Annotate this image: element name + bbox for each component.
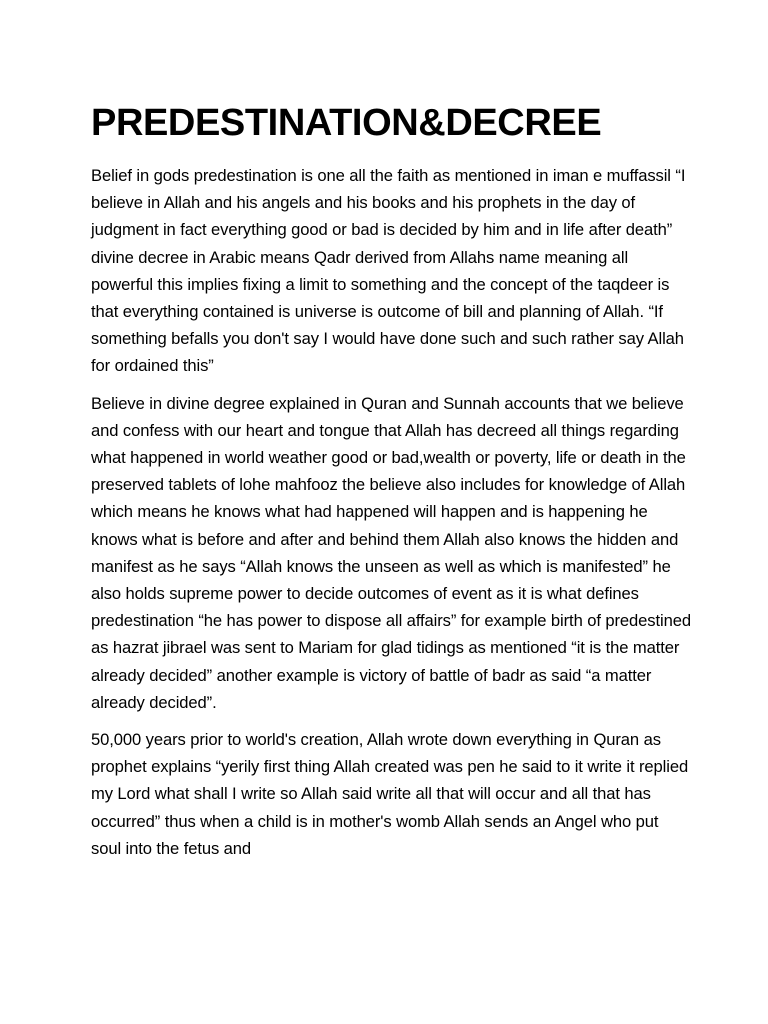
paragraph-1: Belief in gods predestination is one all the faith as mentioned in iman e muffassil “I believe in Allah and his angels and his books and his prophets in the day of judgment in fact everything good or bad is decided by him and in life after death” divine decree in Arabic means Qadr derived from Allahs name meaning all powerful this implies fixing a limit to something and the concept of the taqdeer is that everything contained is universe is outcome of bill and planning of Allah. “If something befalls you don't say I would have done such and such rather say Allah for ordained this” [91, 166, 686, 376]
paragraph-2: Believe in divine degree explained in Quran and Sunnah accounts that we believe and confess with our heart and tongue that Allah has decreed all things regarding what happened in world weather good or bad,wealth or poverty, life or death in the preserved tablets of lohe mahfooz the believe also includes for knowledge of Allah which means he knows what had happened will happen and is happening he knows what is before and after and behind them Allah also knows the hidden and manifest as he says “Allah knows the unseen as well as which is manifested” he also holds supreme power to decide outcomes of event as it is what defines predestination “he has power to dispose all affairs” for example birth of predestined as hazrat jibrael was sent to Mariam for glad tidings as mentioned “it is the matter already decided” another example is victory of battle of badr as said “a matter already decided”. [91, 393, 691, 712]
paragraph-3: 50,000 years prior to world's creation, Allah wrote down everything in Quran as prophet explains “yerily first thing Allah created was pen he said to it write it replied my Lord what shall I write so Allah said write all that will occur and all that has occurred” thus when a child is in mother's womb Allah sends an Angel who put soul into the fetus and [91, 730, 689, 858]
document-content [91, 98, 691, 872]
document-title: PREDESTINATION&DECREE [91, 102, 602, 144]
